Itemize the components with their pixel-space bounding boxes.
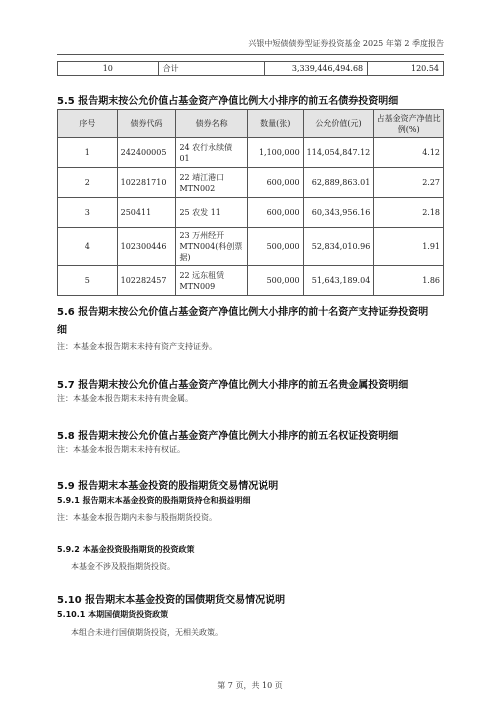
cell-code: 102281710: [117, 168, 176, 198]
cell-value: 51,643,189.04: [303, 266, 374, 296]
table-row: [58, 62, 444, 76]
header-rule: [57, 54, 444, 55]
section-5-5-title: 5.5 报告期末按公允价值占基金资产净值比例大小排序的前五名债券投资明细: [57, 96, 399, 107]
cell-value: 60,343,956.16: [303, 198, 374, 228]
table-row: [58, 198, 444, 228]
col-header-code: 债券代码: [117, 110, 176, 138]
cell-ratio: 1.86: [374, 266, 444, 296]
page-footer: 第 7 页，共 10 页: [217, 681, 283, 690]
cell-name: 22 靖江港口 MTN002: [176, 168, 247, 198]
section-5-7-title: 5.7 报告期末按公允价值占基金资产净值比例大小排序的前五名贵金属投资明细: [57, 380, 409, 391]
section-5-9-2-title: 5.9.2 本基金投资股指期货的投资政策: [57, 545, 195, 554]
cell-value: 114,054,847.12: [303, 138, 374, 168]
table-row: [58, 266, 444, 296]
total-rank: 10: [58, 62, 159, 76]
cell-code: 242400005: [117, 138, 176, 168]
cell-value: 62,889,863.01: [303, 168, 374, 198]
cell-value: 52,834,010.96: [303, 228, 374, 266]
bond-holdings-table: [57, 109, 444, 296]
section-5-6-note: 注：本基金本报告期末未持有资产支持证券。: [57, 342, 217, 351]
section-5-10-1-note: 本组合未进行国债期货投资，无相关政策。: [71, 628, 223, 637]
total-label: 合计: [158, 62, 265, 76]
cell-name: 23 万州经开 MTN004(科创票据): [176, 228, 247, 266]
section-5-9-2-note: 本基金不涉及股指期货投资。: [71, 562, 175, 571]
cell-ratio: 2.27: [374, 168, 444, 198]
total-row-table: [57, 61, 444, 76]
cell-qty: 600,000: [247, 198, 303, 228]
section-5-8-title: 5.8 报告期末按公允价值占基金资产净值比例大小排序的前五名权证投资明细: [57, 431, 399, 442]
cell-code: 102300446: [117, 228, 176, 266]
col-header-ratio: 占基金资产净值比例(%): [374, 110, 444, 138]
section-5-8-note: 注：本基金本报告期末未持有权证。: [57, 445, 185, 454]
cell-ratio: 1.91: [374, 228, 444, 266]
page-header: 兴银中短债债券型证券投资基金 2025 年第 2 季度报告: [248, 39, 444, 48]
cell-qty: 500,000: [247, 228, 303, 266]
col-header-name: 债券名称: [176, 110, 247, 138]
table-header-row: [58, 110, 444, 138]
col-header-qty: 数量(张): [247, 110, 303, 138]
total-ratio: 120.54: [368, 62, 444, 76]
cell-qty: 600,000: [247, 168, 303, 198]
cell-qty: 500,000: [247, 266, 303, 296]
table-row: [58, 228, 444, 266]
cell-no: 3: [58, 198, 118, 228]
col-header-value: 公允价值(元): [303, 110, 374, 138]
section-5-9-title: 5.9 报告期末本基金投资的股指期货交易情况说明: [57, 481, 279, 492]
section-5-10-title: 5.10 报告期末本基金投资的国债期货交易情况说明: [57, 595, 286, 606]
cell-no: 4: [58, 228, 118, 266]
section-5-9-1-note: 注：本基金本报告期内未参与股指期货投资。: [57, 513, 217, 522]
table-row: [58, 138, 444, 168]
section-5-10-1-title: 5.10.1 本期国债期货投资政策: [57, 610, 169, 619]
total-fair-value: 3,339,446,494.68: [265, 62, 368, 76]
col-header-no: 序号: [58, 110, 118, 138]
cell-code: 102282457: [117, 266, 176, 296]
cell-ratio: 2.18: [374, 198, 444, 228]
section-5-6-title-cont: 细: [57, 325, 67, 336]
cell-qty: 1,100,000: [247, 138, 303, 168]
cell-no: 1: [58, 138, 118, 168]
table-row: [58, 168, 444, 198]
cell-name: 24 农行永续债 01: [176, 138, 247, 168]
cell-no: 2: [58, 168, 118, 198]
cell-no: 5: [58, 266, 118, 296]
cell-name: 25 农发 11: [176, 198, 247, 228]
section-5-7-note: 注：本基金本报告期末未持有贵金属。: [57, 394, 193, 403]
section-5-6-title: 5.6 报告期末按公允价值占基金资产净值比例大小排序的前十名资产支持证券投资明: [57, 307, 429, 318]
section-5-9-1-title: 5.9.1 报告期末本基金投资的股指期货持仓和损益明细: [57, 496, 251, 505]
cell-name: 22 远东租赁 MTN009: [176, 266, 247, 296]
cell-code: 250411: [117, 198, 176, 228]
cell-ratio: 4.12: [374, 138, 444, 168]
